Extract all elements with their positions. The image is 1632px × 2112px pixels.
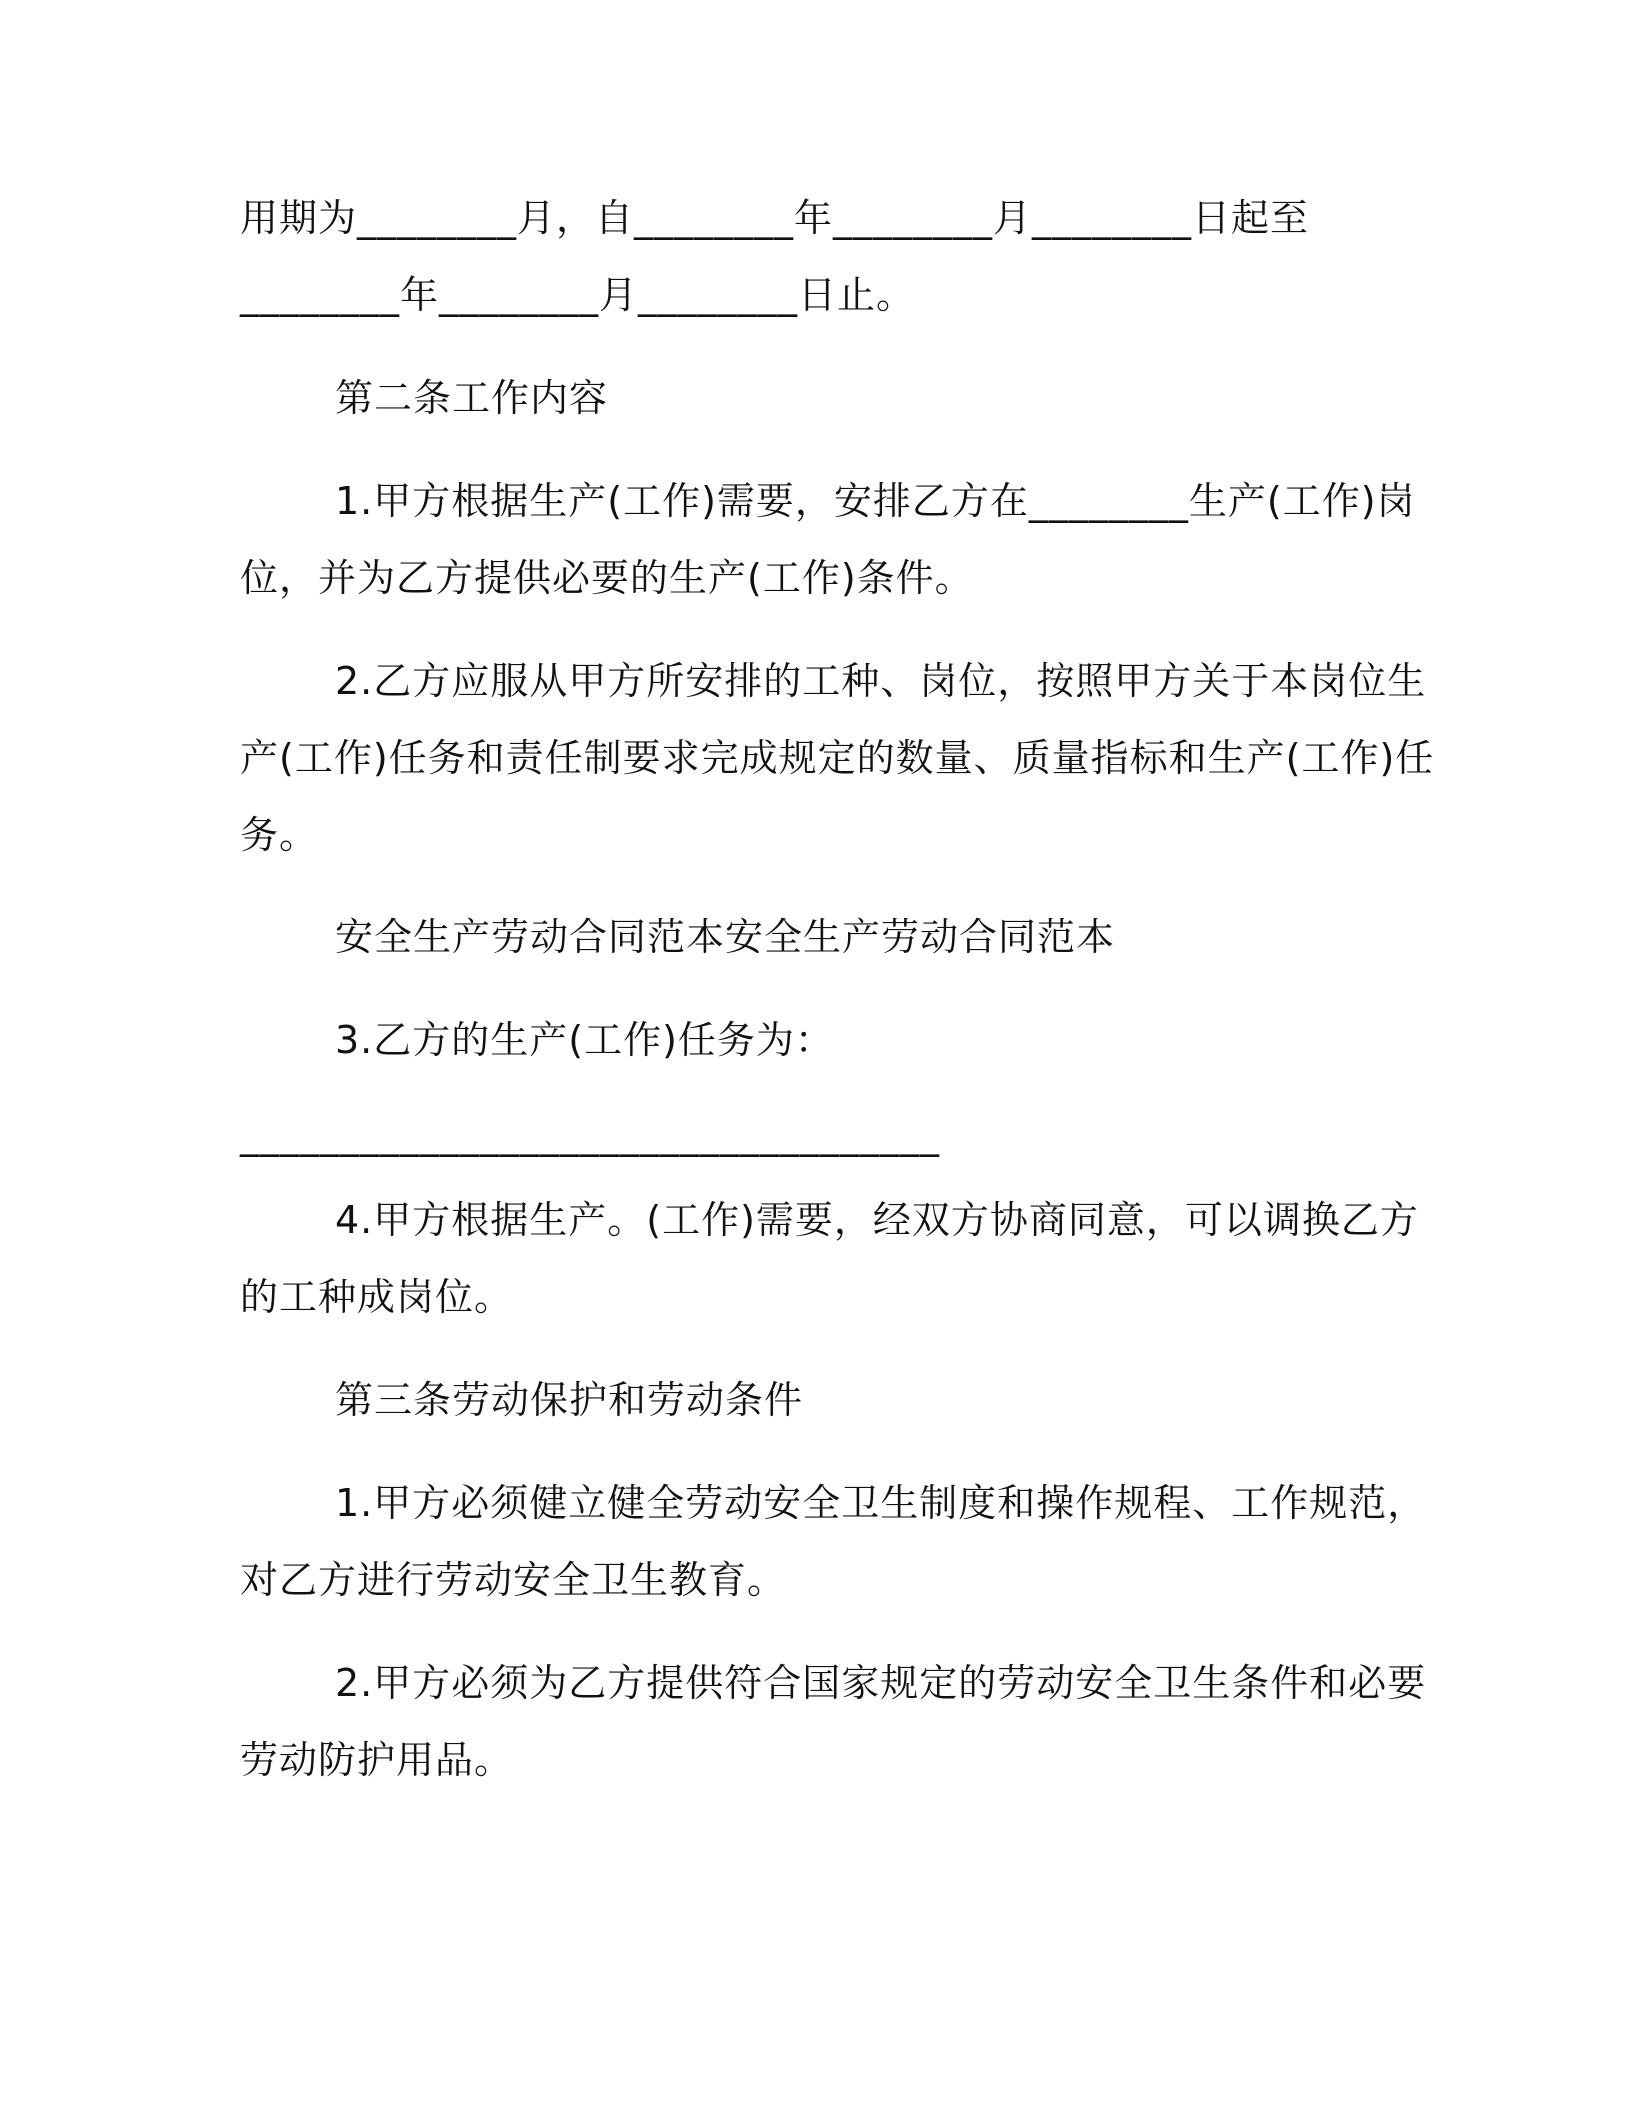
article-3-clause-2-line-2: 劳动防护用品。 bbox=[240, 1738, 514, 1782]
article-3-heading: 第三条劳动保护和劳动条件 bbox=[335, 1378, 804, 1422]
article-3-clause-1-line-1: 1.甲方必须健立健全劳动安全卫生制度和操作规程、工作规范， bbox=[335, 1481, 1427, 1525]
contract-term-line-2: ________年________月________日止。 bbox=[240, 273, 916, 317]
article-3-clause-2-line-1: 2.甲方必须为乙方提供符合国家规定的劳动安全卫生条件和必要 bbox=[335, 1661, 1427, 1705]
article-2-clause-2-line-1: 2.乙方应服从甲方所安排的工种、岗位，按照甲方关于本岗位生 bbox=[335, 659, 1427, 703]
article-2-clause-3-blank: ___________________________________ bbox=[240, 1113, 940, 1157]
article-2-clause-3-line-1: 3.乙方的生产(工作)任务为： bbox=[335, 1018, 834, 1062]
article-2-clause-1-line-2: 位，并为乙方提供必要的生产(工作)条件。 bbox=[240, 556, 974, 600]
inserted-title: 安全生产劳动合同范本安全生产劳动合同范本 bbox=[335, 915, 1116, 959]
article-2-heading: 第二条工作内容 bbox=[335, 376, 609, 420]
contract-term-line-1: 用期为________月，自________年________月________日起至 bbox=[240, 196, 1310, 240]
article-2-clause-4-line-2: 的工种成岗位。 bbox=[240, 1275, 514, 1319]
article-2-clause-2-line-2: 产(工作)任务和责任制要求完成规定的数量、质量指标和生产(工作)任 bbox=[240, 736, 1435, 780]
article-2-clause-4-line-1: 4.甲方根据生产。(工作)需要，经双方协商同意，可以调换乙方 bbox=[335, 1198, 1419, 1242]
article-2-clause-1-line-1: 1.甲方根据生产(工作)需要，安排乙方在________生产(工作)岗 bbox=[335, 479, 1416, 523]
article-2-clause-2-line-3: 务。 bbox=[240, 813, 319, 857]
article-3-clause-1-line-2: 对乙方进行劳动安全卫生教育。 bbox=[240, 1558, 787, 1602]
